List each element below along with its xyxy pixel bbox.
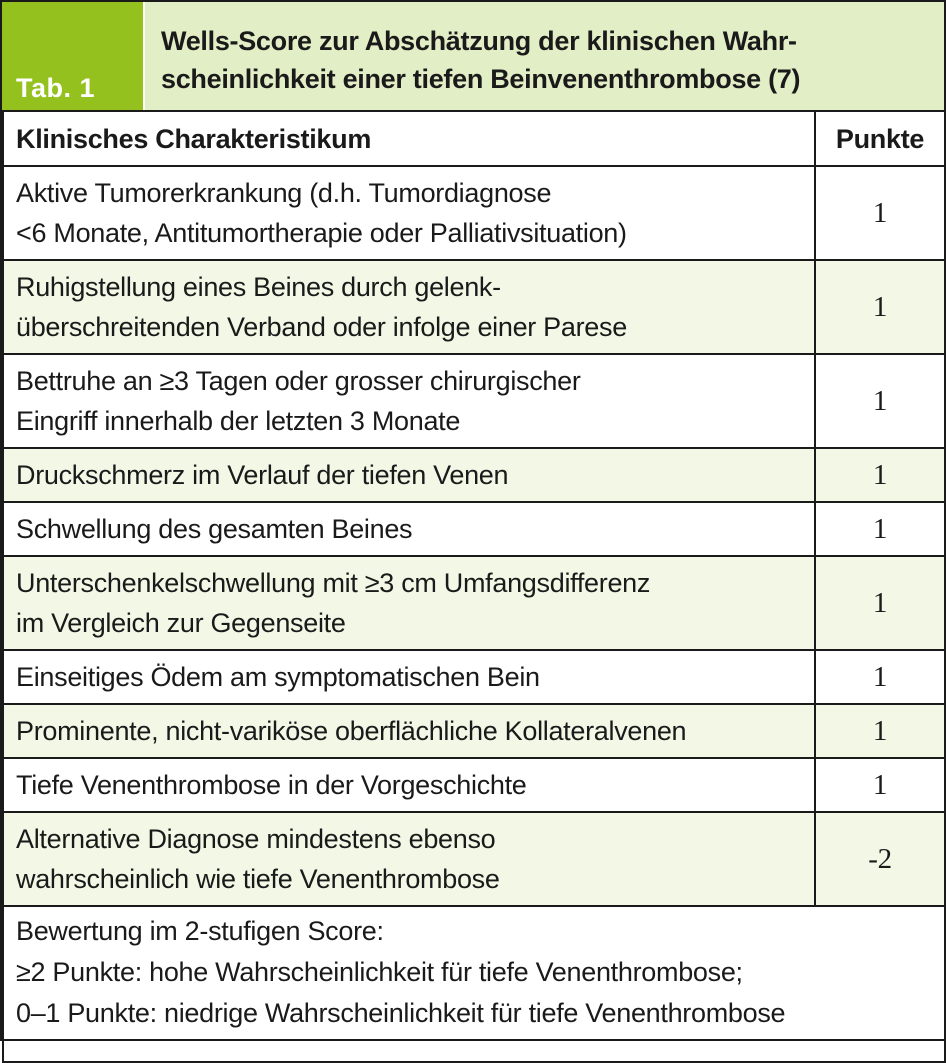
characteristic-line: Bettruhe an ≥3 Tagen oder grosser chirurgischer	[16, 366, 581, 396]
characteristic-line: wahrscheinlich wie tiefe Venenthrombose	[16, 864, 500, 894]
characteristic-line: Eingriff innerhalb der letzten 3 Monate	[16, 406, 461, 436]
characteristic-line: überschreitenden Verband oder infolge einer Parese	[16, 312, 627, 342]
table-row	[3, 448, 945, 502]
points-cell: 1	[815, 650, 945, 704]
characteristic-line: Aktive Tumorerkrankung (d.h. Tumordiagnose	[16, 178, 552, 208]
table-row	[3, 812, 945, 906]
characteristic-line: Alternative Diagnose mindestens ebenso	[16, 824, 496, 854]
table-row	[3, 166, 945, 260]
table-title-line-1: Wells-Score zur Abschätzung der klinischen Wahr-	[161, 26, 797, 56]
characteristic-line: Unterschenkelschwellung mit ≥3 cm Umfangsdifferenz	[16, 568, 651, 598]
characteristic-cell: Prominente, nicht-variköse oberflächliche Kollateralvenen	[3, 704, 815, 758]
score-evaluation-heading: Bewertung im 2-stufigen Score:	[16, 916, 384, 946]
characteristic-cell: Schwellung des gesamten Beines	[3, 502, 815, 556]
table-title-line-2: scheinlichkeit einer tiefen Beinvenenthrombose (7)	[161, 64, 801, 94]
characteristic-line: <6 Monate, Antitumortherapie oder Palliativsituation)	[16, 218, 627, 248]
column-header-row	[3, 111, 945, 166]
characteristic-cell	[3, 556, 815, 650]
summary-row	[3, 906, 945, 1062]
column-header-characteristic: Klinisches Charakteristikum	[3, 111, 815, 166]
points-cell: 1	[815, 502, 945, 556]
characteristic-cell: Einseitiges Ödem am symptomatischen Bein	[3, 650, 815, 704]
points-cell: 1	[815, 448, 945, 502]
points-cell: 1	[815, 704, 945, 758]
characteristic-cell	[3, 166, 815, 260]
table-row	[3, 260, 945, 354]
score-evaluation-cell	[3, 906, 945, 1062]
table-row	[3, 354, 945, 448]
score-evaluation-high: ≥2 Punkte: hohe Wahrscheinlichkeit für tiefe Venenthrombose;	[16, 957, 743, 987]
table-row	[3, 704, 945, 758]
points-cell: 1	[815, 354, 945, 448]
characteristic-cell	[3, 260, 815, 354]
table-header	[2, 2, 944, 110]
points-cell: 1	[815, 166, 945, 260]
characteristic-line: Ruhigstellung eines Beines durch gelenk-	[16, 272, 501, 302]
points-cell: 1	[815, 758, 945, 812]
table-number-label: Tab. 1	[16, 73, 96, 103]
score-evaluation-low: 0–1 Punkte: niedrige Wahrscheinlichkeit für tiefe Venenthrombose	[16, 998, 786, 1028]
wells-score-table	[2, 110, 946, 1063]
characteristic-cell	[3, 354, 815, 448]
points-cell: 1	[815, 556, 945, 650]
table-number-tab	[2, 2, 143, 110]
table-row	[3, 502, 945, 556]
table-row	[3, 650, 945, 704]
characteristic-cell	[3, 812, 815, 906]
table-title	[161, 22, 926, 98]
table-row	[3, 758, 945, 812]
table-title-box	[143, 2, 944, 110]
column-header-points: Punkte	[815, 111, 945, 166]
characteristic-cell: Tiefe Venenthrombose in der Vorgeschichte	[3, 758, 815, 812]
points-cell: -2	[815, 812, 945, 906]
characteristic-line: im Vergleich zur Gegenseite	[16, 608, 346, 638]
table-row	[3, 556, 945, 650]
characteristic-cell: Druckschmerz im Verlauf der tiefen Venen	[3, 448, 815, 502]
points-cell: 1	[815, 260, 945, 354]
